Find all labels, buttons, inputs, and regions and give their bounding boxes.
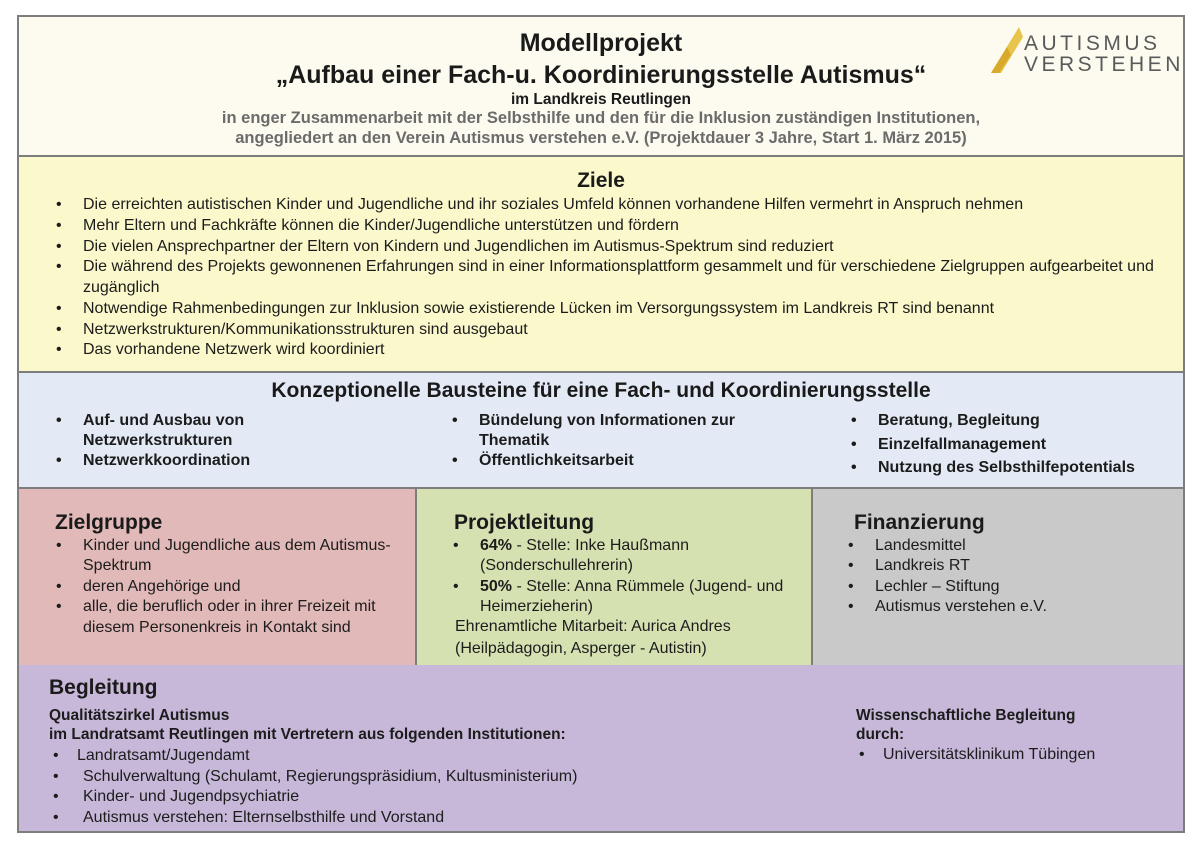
begleitung-panel [17,665,1185,833]
list-item: • Universitätsklinikum Tübingen [883,745,1183,766]
logo-triangle-icon [987,25,1023,75]
logo-word-autismus: AUTISMUS [1024,32,1161,55]
page-title: Modellprojekt [519,29,683,57]
list-item: • Landesmittel [875,536,1175,556]
list-item: • Schulverwaltung (Schulamt, Regierungspräsidium, Kultusministerium) [77,767,777,788]
list-item: • Das vorhandene Netzwerk wird koordiniert [83,340,1163,361]
projektleitung-title: Projektleitung [454,511,595,534]
list-item [480,536,800,577]
list-item: • Netzwerkstrukturen/Kommunikationsstrukturen sind ausgebaut [83,320,1163,341]
finanzierung-panel [811,487,1185,667]
list-item [480,577,800,618]
institutionen-list [77,746,777,828]
list-item: • Landratsamt/Jugendamt [77,746,777,767]
list-item: • Kinder- und Jugendpsychiatrie [77,787,777,808]
list-item: • Autismus verstehen e.V. [875,597,1175,617]
percent-value: 50% [480,577,513,595]
list-item: • Netzwerkkoordination [83,451,383,471]
zielgruppe-title: Zielgruppe [55,511,163,534]
ziele-title: Ziele [577,169,625,192]
list-item: • Beratung, Begleitung [878,411,1188,431]
percent-value: 64% [480,537,513,554]
header-panel [17,15,1185,157]
ziele-panel [17,157,1185,373]
konzeption-column-2 [479,411,809,471]
zielgruppe-panel [17,487,417,667]
konzeption-panel [17,373,1185,489]
list-item: • Autismus verstehen: Elternselbsthilfe und Vorstand [77,808,777,829]
finanzierung-list [875,536,1175,618]
ziele-list [83,195,1163,361]
cooperation-line: in enger Zusammenarbeit mit der Selbsthilfe und den für die Inklusion zuständigen Institutionen, [221,109,981,127]
list-item: • Landkreis RT [875,556,1175,576]
konzeption-column-3 [878,411,1188,482]
ehrenamt-line: Ehrenamtliche Mitarbeit: Aurica Andres [455,618,731,635]
position-text: - Stelle: Anna Rümmele (Jugend- und Heimerzieherin) [480,577,784,616]
list-item: • Die während des Projekts gewonnenen Erfahrungen sind in einer Informationsplattform gesammelt und für verschiedene Zielgruppen aufgearbeitet und zugänglich [83,257,1163,298]
list-item: • deren Angehörige und [83,577,403,597]
list-item: • Die vielen Ansprechpartner der Eltern von Kindern und Jugendlichen im Autismus-Spektrum sind reduziert [83,237,1163,258]
region-line: im Landkreis Reutlingen [510,91,691,108]
association-line: angegliedert an den Verein Autismus verstehen e.V. (Projektdauer 3 Jahre, Start 1. März 2015) [235,129,967,147]
wissenschaft-heading: Wissenschaftliche Begleitung [856,707,1076,724]
projektleitung-panel [417,487,813,667]
projektleitung-list [480,536,800,618]
qualitaetszirkel-subheading: im Landratsamt Reutlingen mit Vertretern aus folgenden Institutionen: [49,726,566,743]
list-item: • Lechler – Stiftung [875,577,1175,597]
list-item: • Bündelung von Informationen zur Thematik [479,411,809,451]
logo-word-verstehen: VERSTEHEN [1024,53,1184,76]
position-text: - Stelle: Inke Haußmann (Sonderschullehrerin) [480,537,689,575]
wissenschaft-subheading: durch: [856,726,905,743]
zielgruppe-list [83,536,403,638]
list-item: • Die erreichten autistischen Kinder und Jugendliche und ihr soziales Umfeld können vorhandene Hilfen vermehrt in Anspruch nehmen [83,195,1163,216]
list-item: • Notwendige Rahmenbedingungen zur Inklusion sowie existierende Lücken im Versorgungssystem im Landkreis RT sind benannt [83,299,1163,320]
list-item: • Öffentlichkeitsarbeit [479,451,809,471]
list-item: • Kinder und Jugendliche aus dem Autismus-Spektrum [83,536,403,577]
konzeption-column-1 [83,411,383,471]
begleitung-title: Begleitung [49,676,158,699]
autismus-verstehen-logo [987,25,1184,81]
list-item: • alle, die beruflich oder in ihrer Freizeit mit diesem Personenkreis in Kontakt sind [83,597,403,638]
qualitaetszirkel-heading: Qualitätszirkel Autismus [49,707,230,724]
project-title: „Aufbau einer Fach-u. Koordinierungsstelle Autismus“ [275,61,927,89]
wissenschaft-list [883,745,1183,766]
list-item: • Mehr Eltern und Fachkräfte können die Kinder/Jugendliche unterstützen und fördern [83,216,1163,237]
finanzierung-title: Finanzierung [854,511,985,534]
konzeption-title: Konzeptionelle Bausteine für eine Fach- und Koordinierungsstelle [271,379,931,402]
list-item: • Nutzung des Selbsthilfepotentials [878,458,1188,478]
list-item: • Einzelfallmanagement [878,435,1188,455]
list-item: • Auf- und Ausbau von Netzwerkstrukturen [83,411,383,451]
ehrenamt-detail: (Heilpädagogin, Asperger - Autistin) [455,640,707,657]
